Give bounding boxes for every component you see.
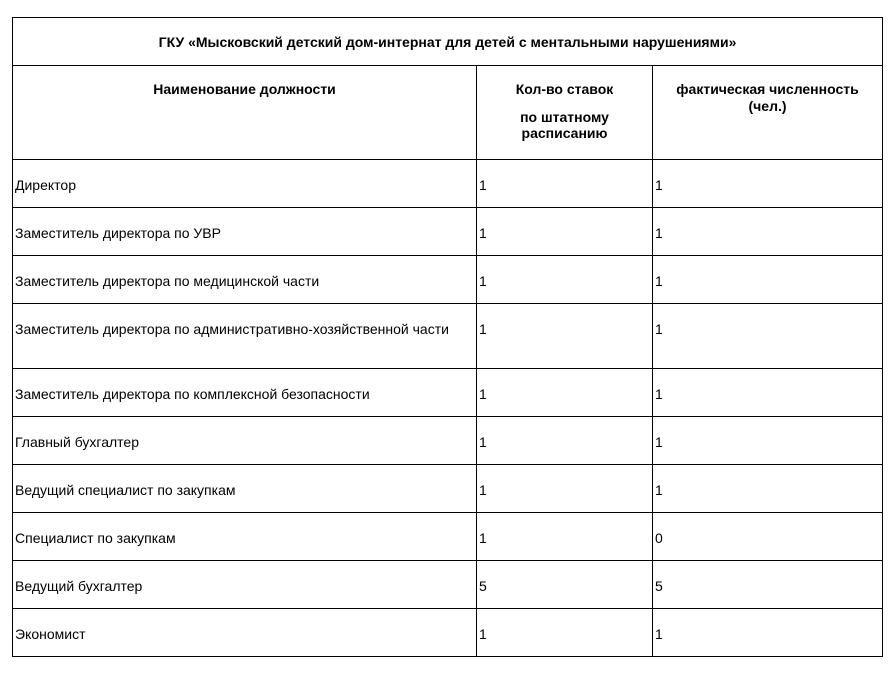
- actual-value: 1: [655, 626, 663, 642]
- cell-rates: [477, 369, 653, 417]
- table-row: [13, 304, 883, 369]
- cell-actual: [653, 208, 883, 256]
- actual-value: 1: [655, 386, 663, 402]
- cell-rates: [477, 208, 653, 256]
- actual-value: 0: [655, 530, 663, 546]
- position-text: Директор: [15, 177, 76, 193]
- rates-value: 1: [479, 626, 487, 642]
- header-position-label: Наименование должности: [153, 81, 336, 97]
- cell-position: [13, 417, 477, 465]
- cell-position: [13, 304, 477, 369]
- position-text: Заместитель директора по медицинской части: [15, 273, 320, 289]
- table-row: [13, 513, 883, 561]
- header-rates-line1: Кол-во ставок: [515, 81, 614, 97]
- rates-value: 1: [479, 530, 487, 546]
- cell-actual: [653, 417, 883, 465]
- cell-position: [13, 465, 477, 513]
- rates-value: 1: [479, 225, 487, 241]
- position-text: Заместитель директора по комплексной безопасности: [15, 386, 370, 402]
- table-row: [13, 561, 883, 609]
- actual-value: 1: [655, 225, 663, 241]
- cell-rates: [477, 561, 653, 609]
- cell-rates: [477, 160, 653, 208]
- position-text: Главный бухгалтер: [15, 434, 139, 450]
- actual-value: 1: [655, 434, 663, 450]
- position-text: Экономист: [15, 626, 86, 642]
- cell-rates: [477, 256, 653, 304]
- rates-value: 1: [479, 321, 487, 337]
- table-row: [13, 208, 883, 256]
- position-text: Заместитель директора по УВР: [15, 225, 221, 241]
- cell-actual: [653, 160, 883, 208]
- cell-position: [13, 256, 477, 304]
- position-text: Заместитель директора по административно-хозяйственной части: [15, 321, 449, 337]
- table-row: [13, 465, 883, 513]
- position-text: Ведущий специалист по закупкам: [15, 482, 236, 498]
- header-position: [13, 66, 477, 160]
- cell-actual: [653, 609, 883, 657]
- table-row: [13, 417, 883, 465]
- actual-value: 1: [655, 482, 663, 498]
- cell-rates: [477, 513, 653, 561]
- cell-actual: [653, 304, 883, 369]
- cell-actual: [653, 465, 883, 513]
- actual-value: 1: [655, 177, 663, 193]
- cell-actual: [653, 369, 883, 417]
- rates-value: 1: [479, 177, 487, 193]
- table-header-row: [13, 66, 883, 160]
- header-rates: [477, 66, 653, 160]
- header-actual: [653, 66, 883, 160]
- header-rates-line2: по штатному расписанию: [520, 109, 609, 141]
- actual-value: 5: [655, 578, 663, 594]
- cell-actual: [653, 256, 883, 304]
- rates-value: 5: [479, 578, 487, 594]
- rates-value: 1: [479, 482, 487, 498]
- table-row: [13, 160, 883, 208]
- header-actual-label: фактическая численность (чел.): [676, 81, 859, 114]
- table-row: [13, 609, 883, 657]
- cell-position: [13, 208, 477, 256]
- cell-actual: [653, 561, 883, 609]
- cell-position: [13, 369, 477, 417]
- staffing-table: [12, 17, 883, 657]
- cell-rates: [477, 304, 653, 369]
- position-text: Ведущий бухгалтер: [15, 578, 143, 594]
- rates-value: 1: [479, 386, 487, 402]
- cell-position: [13, 160, 477, 208]
- table-row: [13, 369, 883, 417]
- rates-value: 1: [479, 434, 487, 450]
- cell-position: [13, 513, 477, 561]
- cell-position: [13, 609, 477, 657]
- cell-position: [13, 561, 477, 609]
- cell-rates: [477, 609, 653, 657]
- cell-actual: [653, 513, 883, 561]
- cell-rates: [477, 465, 653, 513]
- table-title-row: [13, 18, 883, 66]
- table-title: ГКУ «Мысковский детский дом-интернат для детей с ментальными нарушениями»: [13, 18, 883, 66]
- actual-value: 1: [655, 273, 663, 289]
- rates-value: 1: [479, 273, 487, 289]
- actual-value: 1: [655, 321, 663, 337]
- cell-rates: [477, 417, 653, 465]
- position-text: Специалист по закупкам: [15, 530, 176, 546]
- table-row: [13, 256, 883, 304]
